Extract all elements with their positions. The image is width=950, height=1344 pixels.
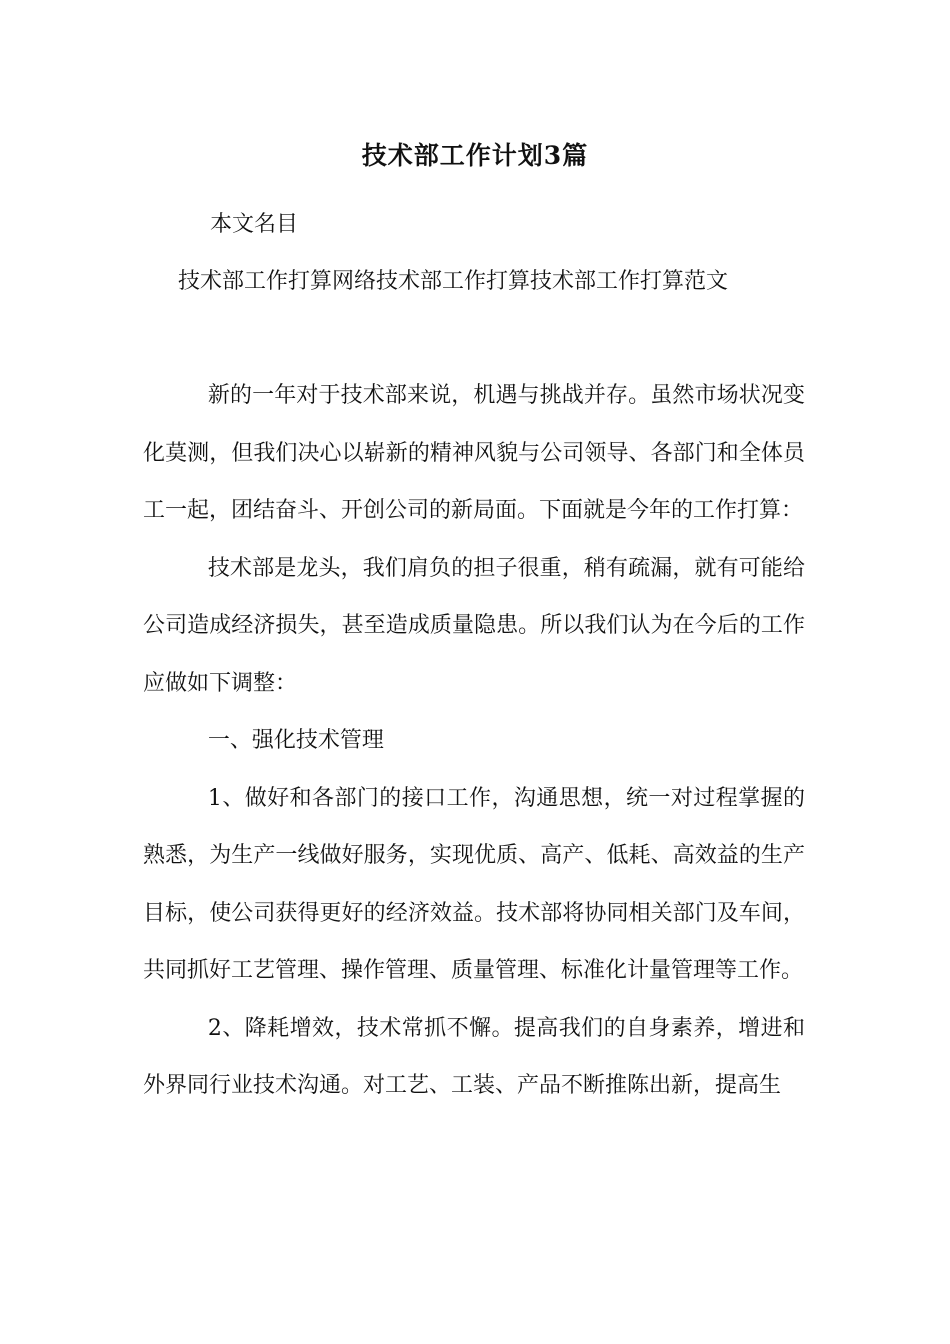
paragraph-item-2: 2、降耗增效，技术常抓不懈。提高我们的自身素养，增进和外界同行业技术沟通。对工艺、工装、产品不断推陈出新，提高生 — [143, 1015, 805, 1098]
paragraph-responsibility: 技术部是龙头，我们肩负的担子很重，稍有疏漏，就有可能给公司造成经济损失，甚至造成质量隐患。所以我们认为在今后的工作应做如下调整： — [143, 555, 805, 696]
paragraph-intro: 新的一年对于技术部来说，机遇与挑战并存。虽然市场状况变化莫测，但我们决心以崭新的精神风貌与公司领导、各部门和全体员工一起，团结奋斗、开创公司的新局面。下面就是今年的工作打算： — [143, 383, 805, 523]
section-heading-technical-management: 一、强化技术管理 — [207, 728, 384, 753]
document-title: 技术部工作计划3篇 — [361, 141, 589, 170]
meta-keywords: 技术部工作打算网络技术部工作打算技术部工作打算范文 — [178, 269, 729, 294]
paragraph-item-1: 1、做好和各部门的接口工作，沟通思想，统一对过程掌握的熟悉，为生产一线做好服务，实现优质、高产、低耗、高效益的生产目标，使公司获得更好的经济效益。技术部将协同相关部门及车间，共同抓好工艺管理、操作管理、质量管理、标准化计量管理等工作。 — [143, 785, 805, 983]
meta-label: 本文名目 — [210, 212, 299, 237]
document-body — [143, 367, 805, 1115]
